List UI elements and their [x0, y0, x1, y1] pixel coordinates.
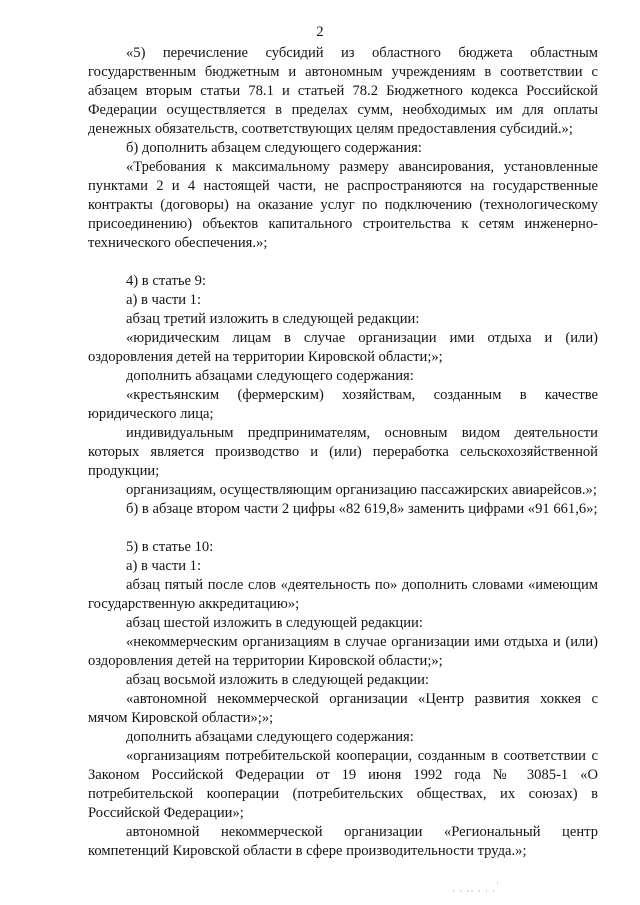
paragraph-figures-replace: б) в абзаце втором части 2 цифры «82 619,8» заменить цифрами «91 661,6»;	[126, 501, 598, 517]
paragraph-article-9-part-1: а) в части 1:	[126, 292, 202, 308]
scan-speckle-2: ·	[496, 878, 500, 888]
paragraph-article-10-part-1: а) в части 1:	[126, 558, 202, 574]
paragraph-abzac-fifth: абзац пятый после слов «деятельность по» дополнить словами «имеющим государственную аккредитацию»;	[88, 577, 598, 612]
paragraph-article-10: 5) в статье 10:	[126, 539, 214, 555]
paragraph-add-abzac: б) дополнить абзацем следующего содержания:	[126, 140, 422, 156]
paragraph-farms: «крестьянским (фермерским) хозяйствам, созданным в качестве юридического лица;	[88, 387, 598, 422]
document-body	[88, 44, 598, 861]
paragraph-add-abzacs: дополнить абзацами следующего содержания:	[126, 368, 414, 384]
paragraph-competence-center: автономной некоммерческой организации «Региональный центр компетенций Кировской области в сфере производительности труда.»;	[88, 824, 598, 859]
paragraph-abzac-sixth: абзац шестой изложить в следующей редакции:	[126, 615, 423, 631]
paragraph-nonprofits: «некоммерческим организациям в случае организации ими отдыха и (или) оздоровления детей на территории Кировской области;»;	[88, 634, 598, 669]
paragraph-abzac-third: абзац третий изложить в следующей редакции:	[126, 311, 420, 327]
paragraph-cooperatives: «организациям потребительской кооперации, созданным в соответствии с Законом Российской Федерации от 19 июня 1992 года № 3085-1 «О потребительской кооперации (потребительских обществах, их союзах) в Российской Федерации»;	[88, 748, 598, 821]
paragraph-hockey-center: «автономной некоммерческой организации «Центр развития хоккея с мячом Кировской области»;»;	[88, 691, 598, 726]
paragraph-advance-requirements: «Требования к максимальному размеру авансирования, установленные пунктами 2 и 4 настоящей части, не распространяются на государственные контракты (договоры) на оказание услуг по подключению (технологическому присоединению) объектов капитального строительства к сетям инженерно-технического обеспечения.»;	[88, 159, 598, 251]
paragraph-entrepreneurs: индивидуальным предпринимателям, основным видом деятельности которых является производство и (или) переработка сельскохозяйственной продукции;	[88, 425, 598, 479]
page-number: 2	[316, 24, 324, 40]
paragraph-add-abzacs-2: дополнить абзацами следующего содержания:	[126, 729, 414, 745]
paragraph-abzac-eighth: абзац восьмой изложить в следующей редакции:	[126, 672, 429, 688]
paragraph-article-9: 4) в статье 9:	[126, 273, 206, 289]
paragraph-item-5-subsidies: «5) перечисление субсидий из областного бюджета областным государственным бюджетным и автономным учреждениям в соответствии с абзацем вторым статьи 78.1 и статьей 78.2 Бюджетного кодекса Российской Федерации осуществляется в пределах сумм, необходимых им для оплаты денежных обязательств, соответствующих целям предоставления субсидий.»;	[88, 45, 598, 137]
scan-speckle: · · ·· · · ·	[452, 886, 497, 896]
paragraph-legal-entities: «юридическим лицам в случае организации ими отдыха и (или) оздоровления детей на территории Кировской области;»;	[88, 330, 598, 365]
paragraph-air-transport: организациям, осуществляющим организацию пассажирских авиарейсов.»;	[126, 482, 597, 498]
